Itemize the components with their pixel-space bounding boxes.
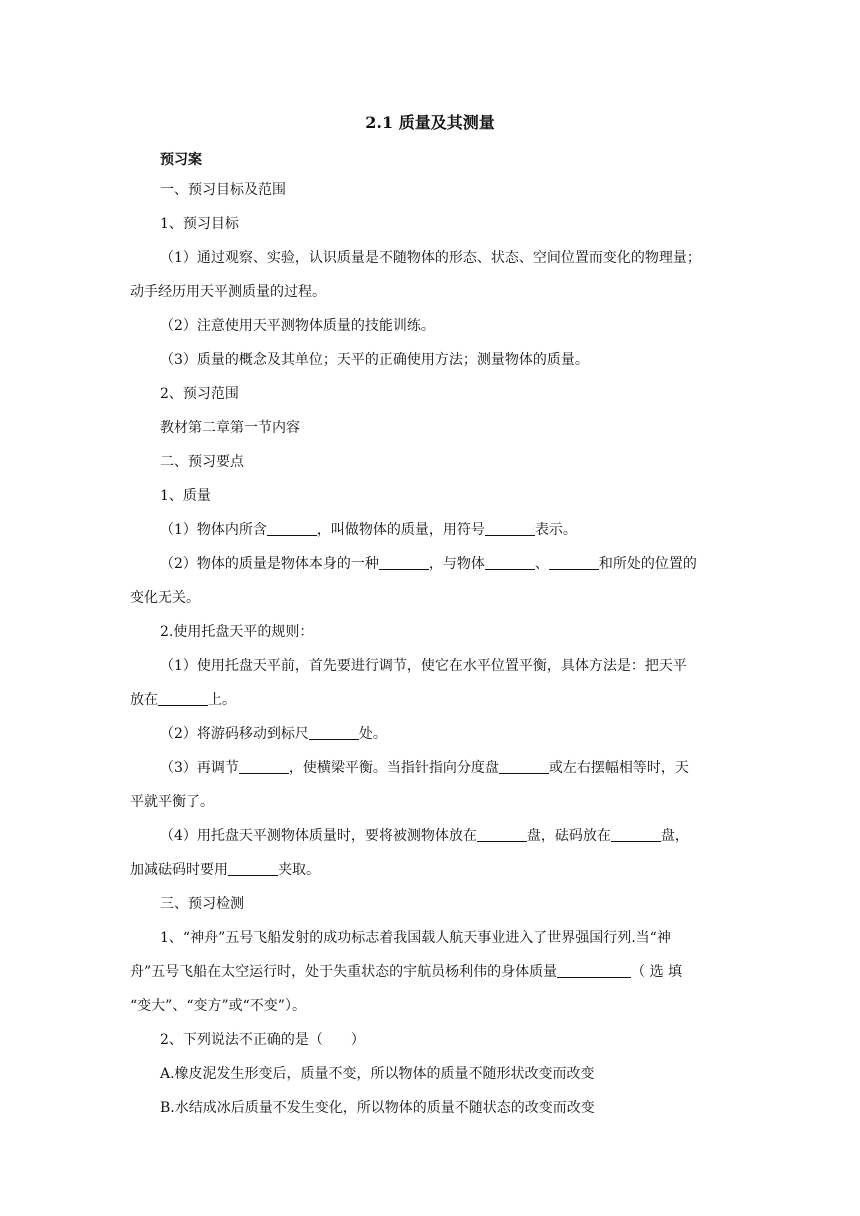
heading-1: 一、预习目标及范围	[160, 182, 286, 198]
mass-item-2-line-a: （2）物体的质量是物体本身的一种 ，与物体 、 和所处的位置的	[160, 556, 697, 572]
rule-4-line-b: 加减砝码时要用 夹取。	[130, 862, 320, 878]
rule-2: （2）将游码移动到标尺 处。	[160, 726, 387, 742]
mass-item-2-line-b: 变化无关。	[130, 590, 200, 606]
heading-2: 二、预习要点	[160, 454, 244, 470]
rule-4-line-a: （4）用托盘天平测物体质量时，要将被测物体放在 盘，砝码放在 盘，	[160, 828, 689, 844]
goal-2: （2）注意使用天平测物体质量的技能训练。	[160, 318, 435, 334]
mass-item-1: （1）物体内所含 ，叫做物体的质量，用符号 表示。	[160, 522, 577, 538]
rule-1-line-a: （1）使用托盘天平前，首先要进行调节，使它在水平位置平衡，具体方法是：把天平	[160, 658, 687, 674]
section-label: 预习案	[160, 152, 202, 168]
fill-blank[interactable]	[549, 555, 599, 570]
goal-1-line-b: 动手经历用天平测质量的过程。	[130, 284, 326, 300]
fill-blank[interactable]	[379, 555, 429, 570]
fill-blank[interactable]	[309, 725, 359, 740]
fill-blank[interactable]	[557, 963, 631, 978]
fill-blank[interactable]	[158, 691, 208, 706]
goal-3: （3）质量的概念及其单位；天平的正确使用方法；测量物体的质量。	[160, 352, 589, 368]
fill-blank[interactable]	[611, 827, 661, 842]
question-2-option-a: A.橡皮泥发生形变后，质量不变，所以物体的质量不随形状改变而改变	[160, 1066, 595, 1082]
question-1-line-c: “变大”、“变方”或“不变”）。	[130, 998, 306, 1014]
rule-1-line-b: 放在 上。	[130, 692, 236, 708]
fill-blank[interactable]	[485, 521, 535, 536]
subheading-goals: 1、预习目标	[160, 216, 239, 232]
rule-3-line-b: 平就平衡了。	[130, 794, 214, 810]
question-1-line-a: 1、“神舟”五号飞船发射的成功标志着我国载人航天事业进入了世界强国行列.当“神	[160, 930, 671, 946]
goal-1-line-a: （1）通过观察、实验，认识质量是不随物体的形态、状态、空间位置而变化的物理量；	[160, 250, 701, 266]
page-title: 2.1 质量及其测量	[365, 113, 495, 132]
subheading-scope: 2、预习范围	[160, 386, 239, 402]
question-1-line-b: 舟”五号飞船在太空运行时，处于失重状态的宇航员杨利伟的身体质量 （ 选 填	[130, 964, 683, 980]
fill-blank[interactable]	[477, 827, 527, 842]
fill-blank[interactable]	[499, 759, 549, 774]
fill-blank[interactable]	[228, 861, 278, 876]
fill-blank[interactable]	[485, 555, 535, 570]
subheading-balance-rules: 2.使用托盘天平的规则：	[160, 624, 314, 640]
scope-text: 教材第二章第一节内容	[160, 420, 300, 436]
rule-3-line-a: （3）再调节 ，使横梁平衡。当指针指向分度盘 或左右摆幅相等时，天	[160, 760, 689, 776]
subheading-mass: 1、质量	[160, 488, 211, 504]
heading-3: 三、预习检测	[160, 896, 244, 912]
question-2-option-b: B.水结成冰后质量不发生变化，所以物体的质量不随状态的改变而改变	[160, 1100, 595, 1116]
fill-blank[interactable]	[267, 521, 317, 536]
question-2: 2、下列说法不正确的是（ ）	[160, 1032, 365, 1048]
fill-blank[interactable]	[239, 759, 289, 774]
